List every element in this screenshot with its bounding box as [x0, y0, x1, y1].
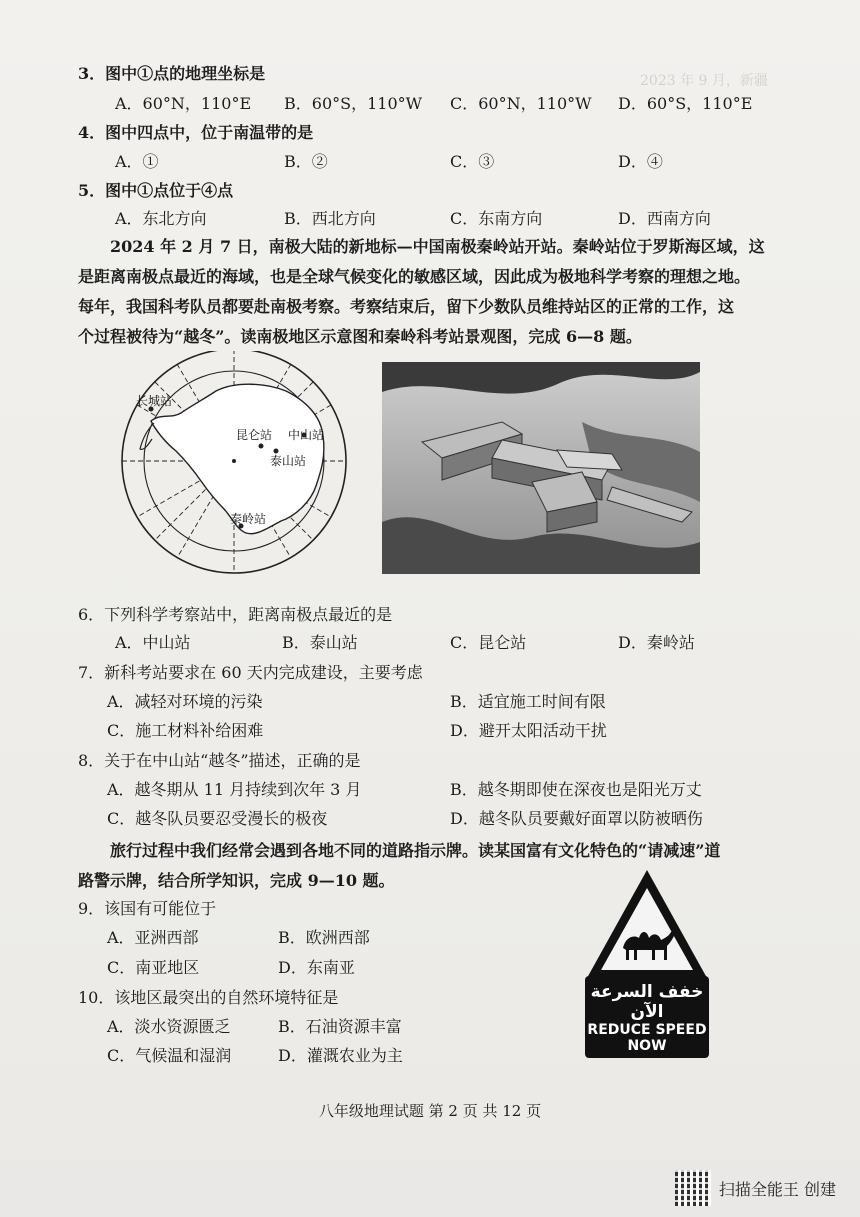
passage-road-sign-line-2: 路警示牌，结合所学知识，完成 9—10 题。 — [78, 871, 395, 890]
label-taishan: 泰山站 — [270, 454, 307, 468]
sign-english-line-1: REDUCE SPEED — [587, 1022, 707, 1038]
question-10-option-d: D．灌溉农业为主 — [278, 1046, 403, 1065]
question-7-option-c: C．施工材料补给困难 — [107, 721, 264, 740]
question-3-option-c: C．60°N，110°W — [450, 94, 592, 113]
question-3-option-b: B．60°S，110°W — [284, 94, 423, 113]
question-10-option-a: A．淡水资源匮乏 — [107, 1017, 231, 1036]
passage-antarctica-line-2: 是距离南极点最近的海域，也是全球气候变化的敏感区域，因此成为极地科学考察的理想之地。 — [78, 267, 751, 286]
passage-antarctica-line-4: 个过程被待为“越冬”。读南极地区示意图和秦岭科考站景观图，完成 6—8 题。 — [78, 327, 642, 346]
qinling-station-photo — [382, 362, 700, 574]
question-7-stem: 7．新科考站要求在 60 天内完成建设，主要考虑 — [78, 663, 423, 682]
reduce-speed-road-sign — [585, 868, 709, 1058]
question-4-option-d: D．④ — [618, 152, 663, 171]
sign-text-panel — [585, 976, 709, 1058]
kunlun-marker — [259, 444, 264, 449]
sign-english-line-2: NOW — [627, 1038, 667, 1054]
label-qinling: 秦岭站 — [230, 512, 267, 526]
question-9-stem: 9．该国有可能位于 — [78, 899, 217, 918]
question-7-option-d: D．避开太阳活动干扰 — [450, 721, 607, 740]
question-3-option-d: D．60°S，110°E — [618, 94, 753, 113]
antarctica-map — [116, 351, 356, 576]
question-5-stem: 5．图中①点位于④点 — [78, 181, 234, 200]
question-5-option-d: D．西南方向 — [618, 209, 711, 228]
sign-arabic-text: خفف السرعة الآن — [590, 982, 704, 1022]
taishan-marker — [274, 449, 279, 454]
passage-antarctica-line-3: 每年，我国科考队员都要赴南极考察。考察结束后，留下少数队员维持站区的正常的工作，这 — [78, 297, 735, 316]
question-8-option-b: B．越冬期即使在深夜也是阳光万丈 — [450, 780, 702, 799]
question-10-option-c: C．气候温和湿润 — [107, 1046, 232, 1065]
qr-code-icon — [675, 1170, 711, 1206]
question-6-option-a: A．中山站 — [115, 633, 191, 652]
question-8-option-c: C．越冬队员要忍受漫长的极夜 — [107, 809, 328, 828]
question-4-option-c: C．③ — [450, 152, 495, 171]
question-6-option-c: C．昆仑站 — [450, 633, 527, 652]
camel-warning-triangle — [585, 868, 709, 980]
question-7-option-a: A．减轻对环境的污染 — [107, 692, 263, 711]
south-pole-marker — [232, 459, 236, 463]
question-5-option-c: C．东南方向 — [450, 209, 543, 228]
scanner-watermark — [675, 1170, 836, 1206]
question-9-option-b: B．欧洲西部 — [278, 928, 370, 947]
label-zhongshan: 中山站 — [288, 428, 325, 442]
question-8-stem: 8．关于在中山站“越冬”描述，正确的是 — [78, 751, 361, 770]
question-10-stem: 10．该地区最突出的自然环境特征是 — [78, 988, 339, 1007]
question-9-option-a: A．亚洲西部 — [107, 928, 199, 947]
question-4-stem: 4．图中四点中，位于南温带的是 — [78, 123, 314, 142]
watermark-text: 扫描全能王 创建 — [718, 1179, 836, 1199]
question-10-option-b: B．石油资源丰富 — [278, 1017, 402, 1036]
question-5-option-a: A．东北方向 — [115, 209, 207, 228]
question-4-option-b: B．② — [284, 152, 328, 171]
question-6-option-b: B．泰山站 — [282, 633, 358, 652]
question-3-stem: 3．图中①点的地理坐标是 — [78, 64, 266, 83]
question-8-option-a: A．越冬期从 11 月持续到次年 3 月 — [107, 780, 362, 799]
bleed-through-text: 2023 年 9 月，新疆 — [640, 73, 768, 89]
label-kunlun: 昆仑站 — [236, 428, 273, 442]
question-6-stem: 6．下列科学考察站中，距离南极点最近的是 — [78, 605, 393, 624]
label-changcheng: 长城站 — [136, 394, 173, 408]
question-3-option-a: A．60°N，110°E — [115, 94, 252, 113]
passage-antarctica-line-1: 2024 年 2 月 7 日，南极大陆的新地标—中国南极秦岭站开站。秦岭站位于罗斯海区域，这 — [110, 237, 765, 256]
question-8-option-d: D．越冬队员要戴好面罩以防被晒伤 — [450, 809, 703, 828]
question-9-option-c: C．南亚地区 — [107, 958, 200, 977]
question-4-option-a: A．① — [115, 152, 159, 171]
question-9-option-d: D．东南亚 — [278, 958, 355, 977]
question-7-option-b: B．适宜施工时间有限 — [450, 692, 606, 711]
question-5-option-b: B．西北方向 — [284, 209, 376, 228]
page-footer: 八年级地理试题 第 2 页 共 12 页 — [318, 1102, 542, 1120]
question-6-option-d: D．秦岭站 — [618, 633, 695, 652]
passage-road-sign-line-1: 旅行过程中我们经常会遇到各地不同的道路指示牌。读某国富有文化特色的“请减速”道 — [110, 841, 721, 860]
passage-antarctica — [78, 232, 778, 352]
